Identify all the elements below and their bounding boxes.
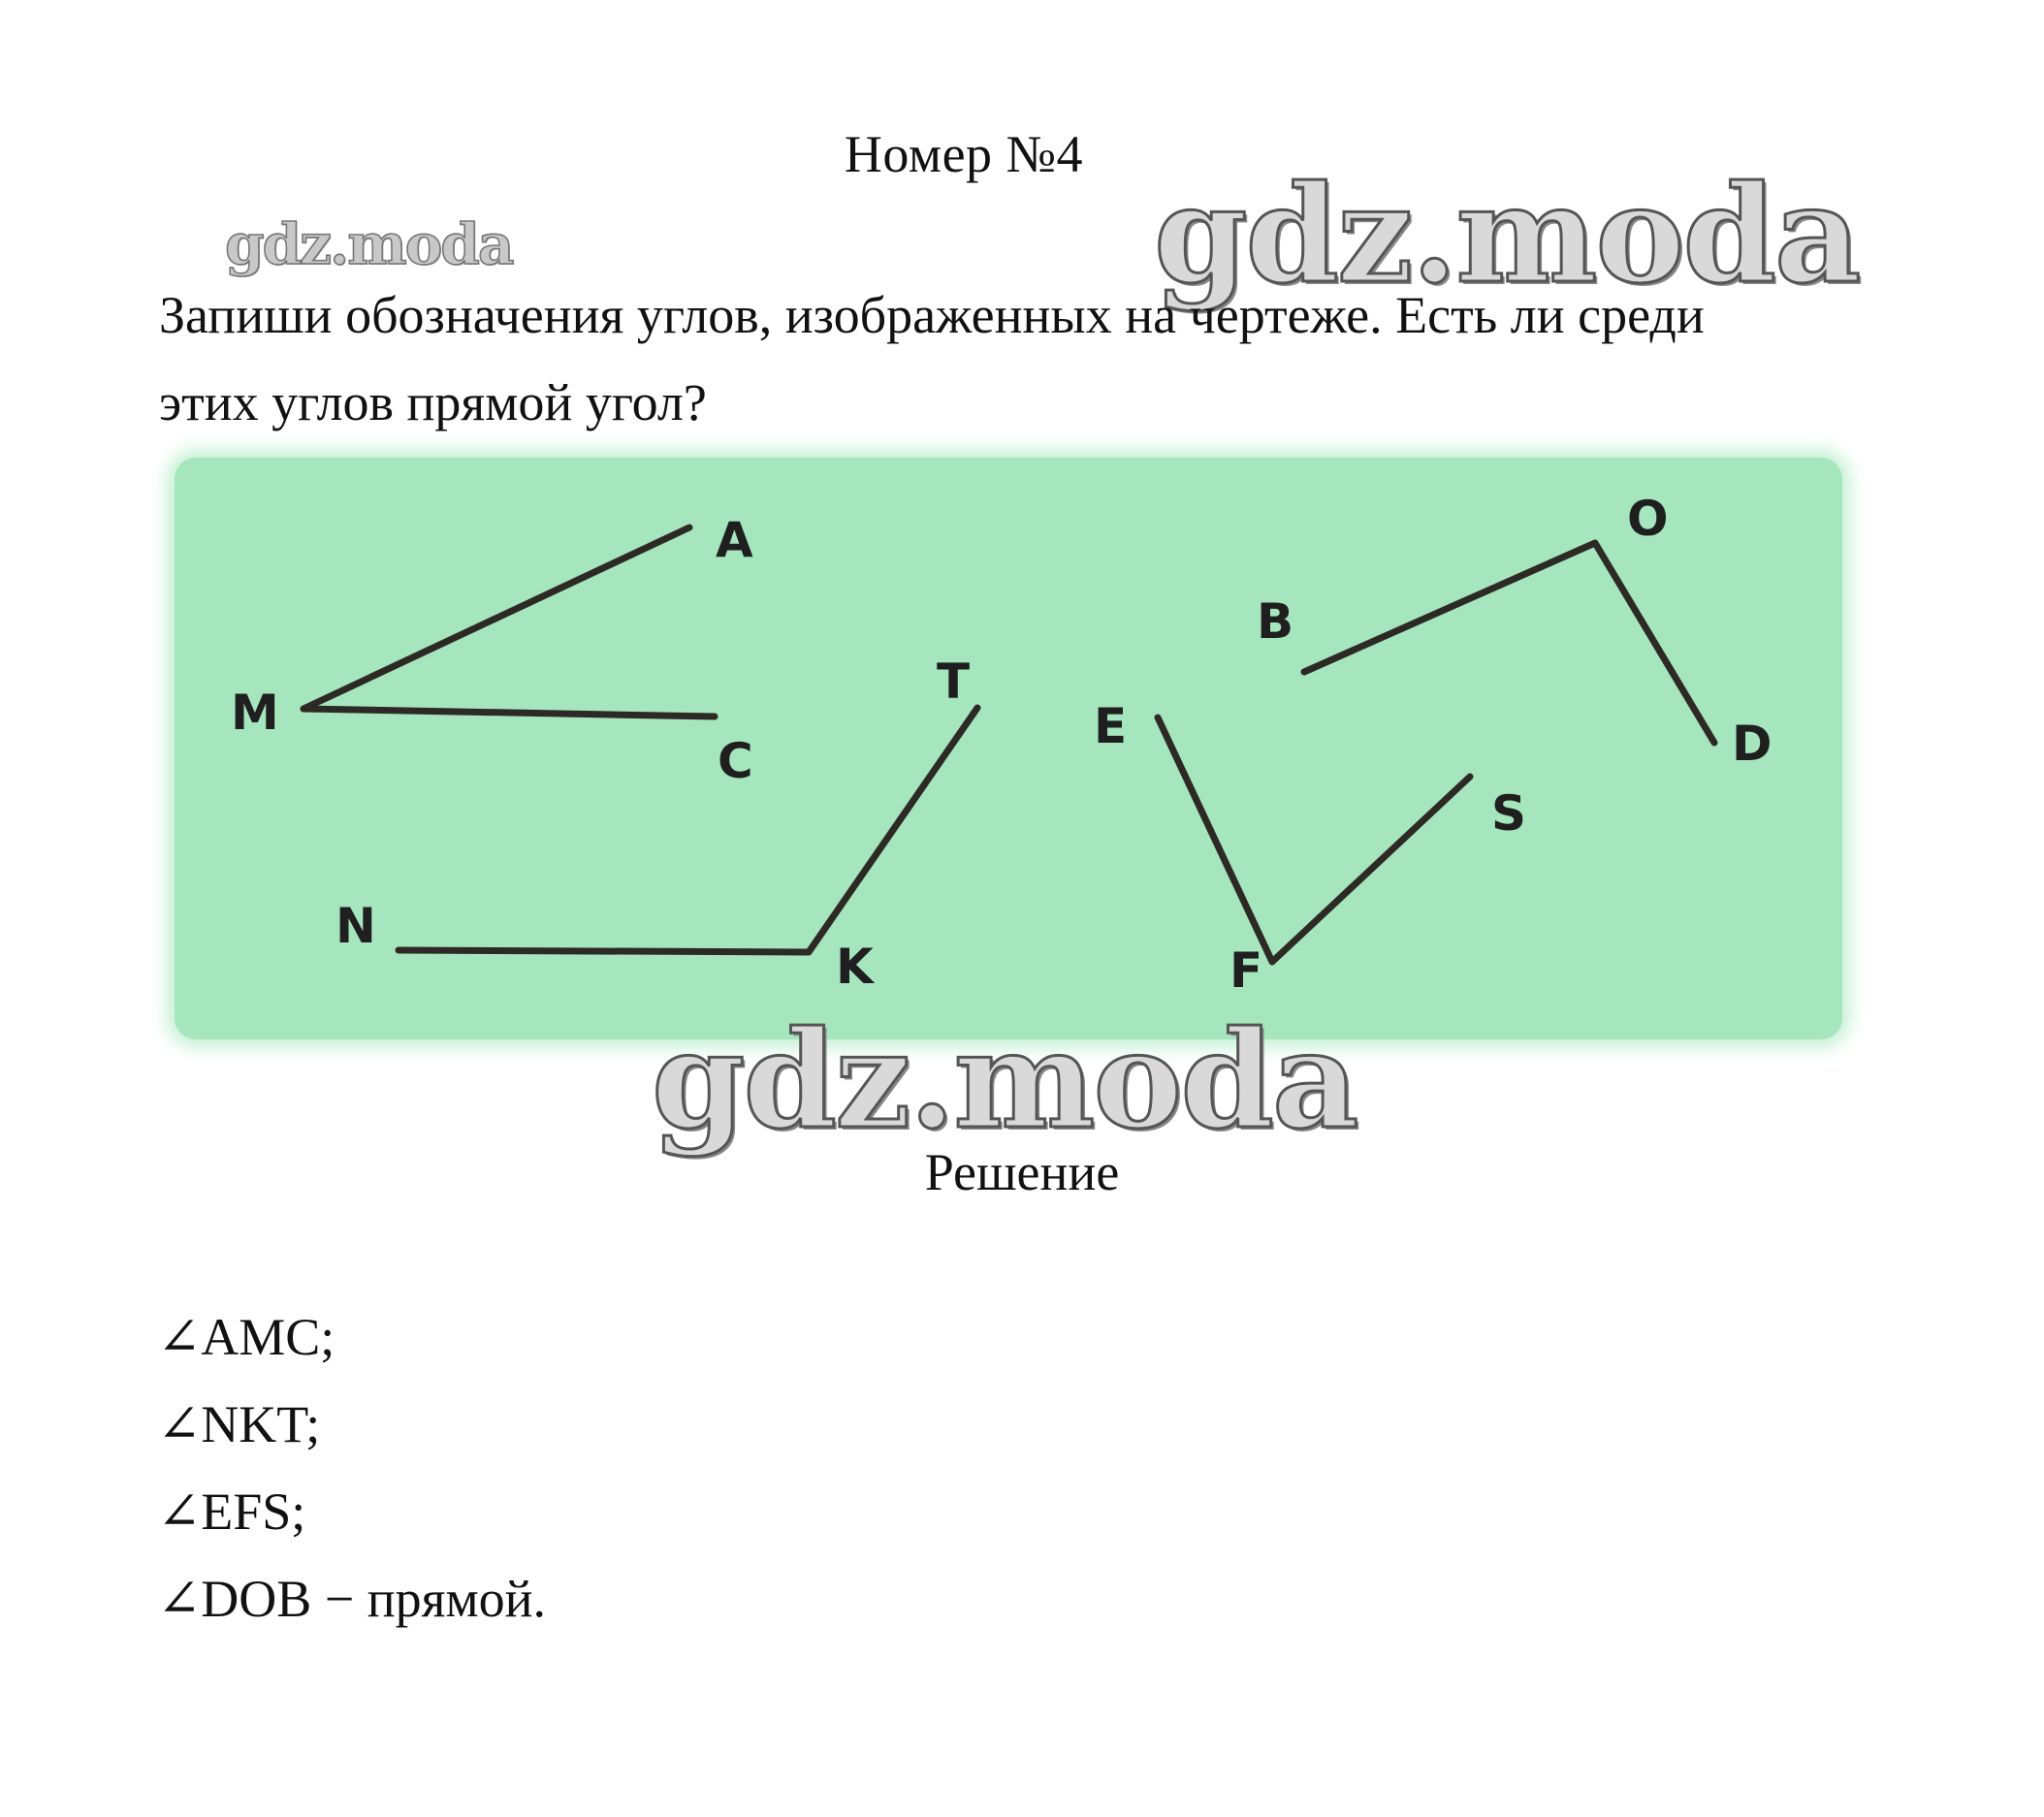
label-b: B (1257, 593, 1294, 650)
solution-title: Решение (924, 1143, 1120, 1201)
watermark-logo-top: gdz.moda (1154, 155, 1860, 313)
label-n: N (335, 898, 376, 954)
task-line-1: Запиши обозначения углов, изображенных на чертеже. Есть ли среди (159, 286, 1705, 344)
label-t: T (937, 653, 971, 710)
angles-svg (175, 458, 1842, 1039)
answers-list (157, 1293, 546, 1642)
label-a: A (716, 512, 753, 568)
label-e: E (1094, 698, 1128, 754)
page-title: Номер №4 (844, 125, 1084, 183)
answer-item: ∠AMC; (157, 1308, 335, 1366)
label-o: O (1627, 491, 1669, 547)
watermark-logo-middle: gdz.moda (652, 1001, 1357, 1159)
label-s: S (1491, 785, 1527, 842)
angle-amc (303, 527, 715, 717)
angles-drawing (175, 458, 1842, 1039)
answer-item: ∠EFS; (157, 1482, 306, 1541)
label-m: M (231, 685, 279, 741)
answer-item: ∠DOB − прямой. (157, 1570, 547, 1628)
watermark-logo-small: gdz.moda (225, 211, 513, 277)
task-line-2: этих углов прямой угол? (159, 373, 707, 431)
label-k: K (836, 939, 874, 995)
label-f: F (1230, 942, 1263, 999)
label-d: D (1732, 716, 1773, 772)
angle-bod (1304, 543, 1714, 743)
label-c: C (718, 733, 753, 789)
angle-nkt (399, 708, 977, 952)
angle-efs (1158, 717, 1470, 962)
task-text (159, 271, 1904, 446)
answer-item: ∠NKT; (157, 1395, 321, 1453)
